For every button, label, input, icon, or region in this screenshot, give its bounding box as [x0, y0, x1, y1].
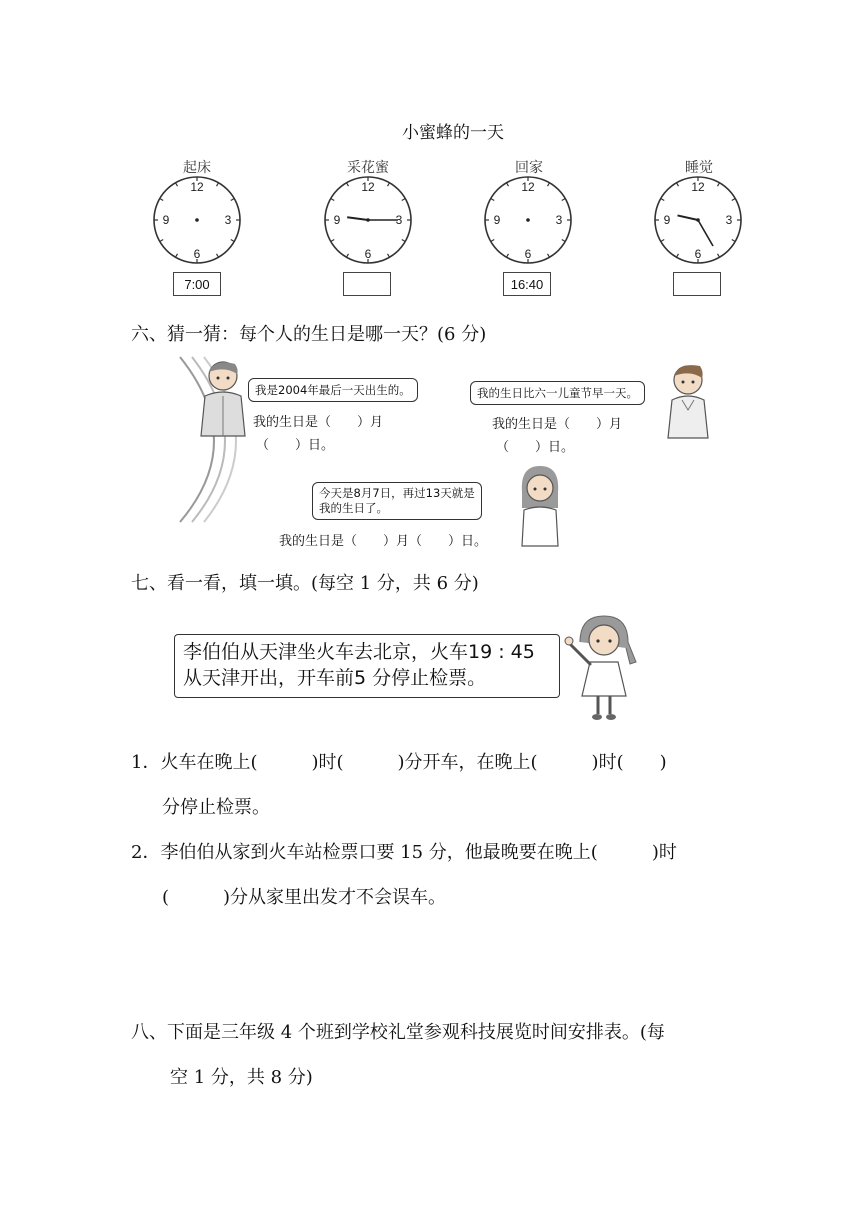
time-box-home: 16:40: [503, 272, 551, 296]
clock-center: [195, 218, 199, 222]
q1-line2: 分停止检票。: [162, 797, 270, 818]
numeral-6: 6: [193, 247, 201, 261]
numeral-9: 9: [333, 213, 341, 227]
bee-title: 小蜜蜂的一天: [402, 123, 504, 143]
time-box-nectar[interactable]: [343, 272, 391, 296]
numeral-12: 12: [521, 180, 535, 194]
boy1-answer-line1: 我的生日是（ ）月: [253, 415, 384, 430]
boy1-speech: 我是2004年最后一天出生的。: [248, 378, 418, 402]
numeral-3: 3: [725, 213, 733, 227]
clock-face-1: [325, 177, 411, 263]
numeral-3: 3: [395, 213, 403, 227]
boy2-answer-line1: 我的生日是（ ）月: [492, 417, 623, 432]
numeral-12: 12: [361, 180, 375, 194]
numeral-9: 9: [663, 213, 671, 227]
q2-line1: 2．李伯伯从家到火车站检票口要 15 分，他最晚要在晚上( )时: [131, 842, 677, 863]
clock-label-sleep: 睡觉: [685, 160, 713, 176]
boy1-answer-line2: （ ）日。: [256, 438, 335, 453]
girl-waving-figure: [560, 608, 646, 724]
section8-heading-line1: 八、下面是三年级 4 个班到学校礼堂参观科技展览时间安排表。(每: [131, 1022, 665, 1043]
girl-answer: 我的生日是（ ）月（ ）日。: [279, 534, 488, 549]
section8-heading-line2: 空 1 分，共 8 分): [170, 1067, 313, 1088]
q2-line2: ( )分从家里出发才不会误车。: [162, 887, 447, 908]
girl-figure: [514, 462, 566, 550]
numeral-6: 6: [364, 247, 372, 261]
q1-line1: 1．火车在晚上( )时( )分开车，在晚上( )时( ): [131, 752, 667, 773]
numeral-12: 12: [691, 180, 705, 194]
numeral-6: 6: [524, 247, 532, 261]
numeral-3: 3: [224, 213, 232, 227]
train-notice: [174, 634, 560, 698]
clock-faces: [0, 0, 860, 300]
clock-face-3: [655, 177, 741, 263]
girl-speech-line2: 我的生日了。: [319, 501, 388, 515]
boy1-figure: [195, 356, 250, 444]
girl-speech-line1: 今天是8月7日，再过13天就是: [319, 486, 475, 500]
boy2-speech: 我的生日比六一儿童节早一天。: [470, 381, 645, 405]
numeral-6: 6: [694, 247, 702, 261]
girl-speech: [312, 482, 482, 520]
clock-face-0: [154, 177, 240, 263]
boy2-answer-line2: （ ）日。: [496, 440, 575, 455]
notice-line1: 李伯伯从天津坐火车去北京，火车19 : 45: [183, 641, 535, 663]
numeral-9: 9: [493, 213, 501, 227]
section6-heading: 六、猜一猜：每个人的生日是哪一天？(6 分): [131, 324, 487, 345]
clock-center: [526, 218, 530, 222]
clock-label-home: 回家: [515, 160, 543, 176]
clock-label-nectar: 采花蜜: [347, 160, 389, 176]
time-box-sleep[interactable]: [673, 272, 721, 296]
numeral-9: 9: [162, 213, 170, 227]
numeral-12: 12: [190, 180, 204, 194]
section7-heading: 七、看一看，填一填。(每空 1 分，共 6 分): [131, 573, 479, 594]
notice-line2: 从天津开出，开车前5 分停止检票。: [183, 667, 487, 689]
boy2-figure: [664, 360, 714, 442]
numeral-3: 3: [555, 213, 563, 227]
time-box-wake: 7:00: [173, 272, 221, 296]
clock-face-2: [485, 177, 571, 263]
clock-label-wake: 起床: [183, 160, 211, 176]
